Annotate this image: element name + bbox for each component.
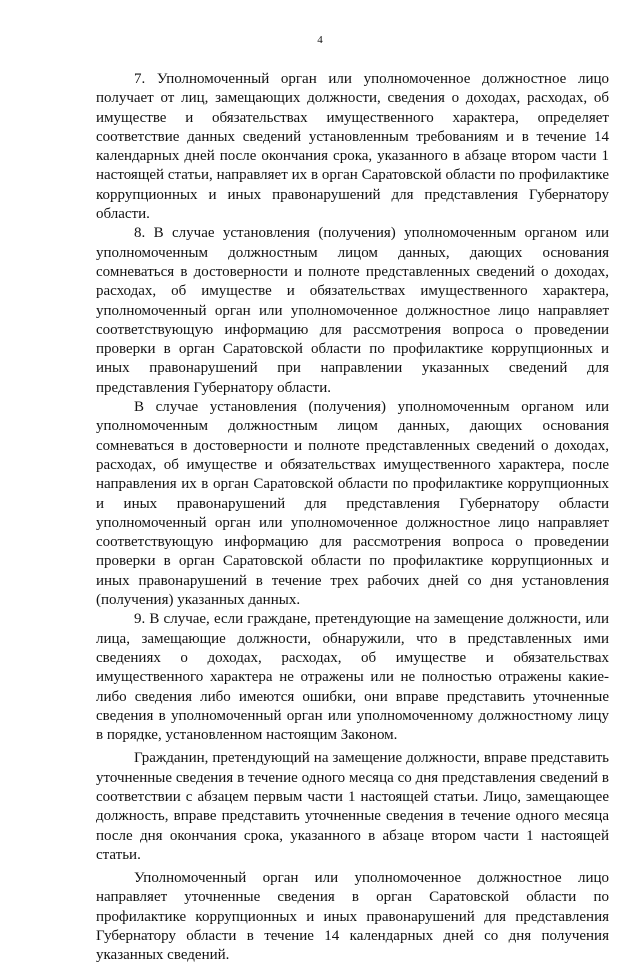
paragraph-item-9: 9. В случае, если граждане, претендующие на замещение должности, или лица, замещающие должности, обнаружили, что в представленных ими сведениях о доходах, расходах, об имуществе и обязательствах имущественного характера не отражены или не полностью отражены какие-либо сведения либо имеются ошибки, они вправе представить уточненные сведения в уполномоченный орган или уполномоченному должностному лицу в порядке, установленном настоящим Законом. <box>96 611 609 744</box>
document-body <box>96 70 609 966</box>
page-number: 4 <box>317 34 323 46</box>
paragraph-item-7: 7. Уполномоченный орган или уполномоченное должностное лицо получает от лиц, замещающих должности, сведения о доходах, расходах, об имуществе и обязательствах имущественного характера, определяет соответствие данных сведений установленным требованиям и в течение 14 календарных дней после окончания срока, указанного в абзаце втором части 1 настоящей статьи, направляет их в орган Саратовской области по профилактике коррупционных и иных правонарушений для представления Губернатору области. <box>96 71 609 223</box>
paragraph-item-9-citizen: Гражданин, претендующий на замещение должности, вправе представить уточненные сведения в течение одного месяца со дня представления сведений в соответствии с абзацем первым части 1 настоящей статьи. Лицо, замещающее должность, вправе представить уточненные сведения в течение одного месяца после дня окончания срока, указанного в абзаце втором части 1 настоящей статьи. <box>96 750 609 863</box>
paragraph-item-8: 8. В случае установления (получения) уполномоченным органом или уполномоченным должностным лицом данных, дающих основания сомневаться в достоверности и полноте представленных сведений о доходах, расходах, об имуществе и обязательствах имущественного характера, уполномоченный орган или уполномоченное должностное лицо направляет соответствующую информацию для рассмотрения вопроса о проведении проверки в орган Саратовской области по профилактике коррупционных и иных правонарушений при направлении указанных сведений для представления Губернатору области. <box>96 225 609 396</box>
paragraph-item-9-forwarding: Уполномоченный орган или уполномоченное должностное лицо направляет уточненные сведения в орган Саратовской области по профилактике коррупционных и иных правонарушений для представления Губернатору области в течение 14 календарных дней со дня получения указанных сведений. <box>96 870 609 964</box>
paragraph-item-8-continued: В случае установления (получения) уполномоченным органом или уполномоченным должностным лицом данных, дающих основания сомневаться в достоверности и полноте представленных сведений о доходах, расходах, об имуществе и обязательствах имущественного характера, после направления их в орган Саратовской области по профилактике коррупционных и иных правонарушений для представления Губернатору области уполномоченный орган или уполномоченное должностное лицо направляет соответствующую информацию для рассмотрения вопроса о проведении проверки в орган Саратовской области по профилактике коррупционных и иных правонарушений в течение трех рабочих дней со дня установления (получения) указанных данных. <box>96 399 609 609</box>
